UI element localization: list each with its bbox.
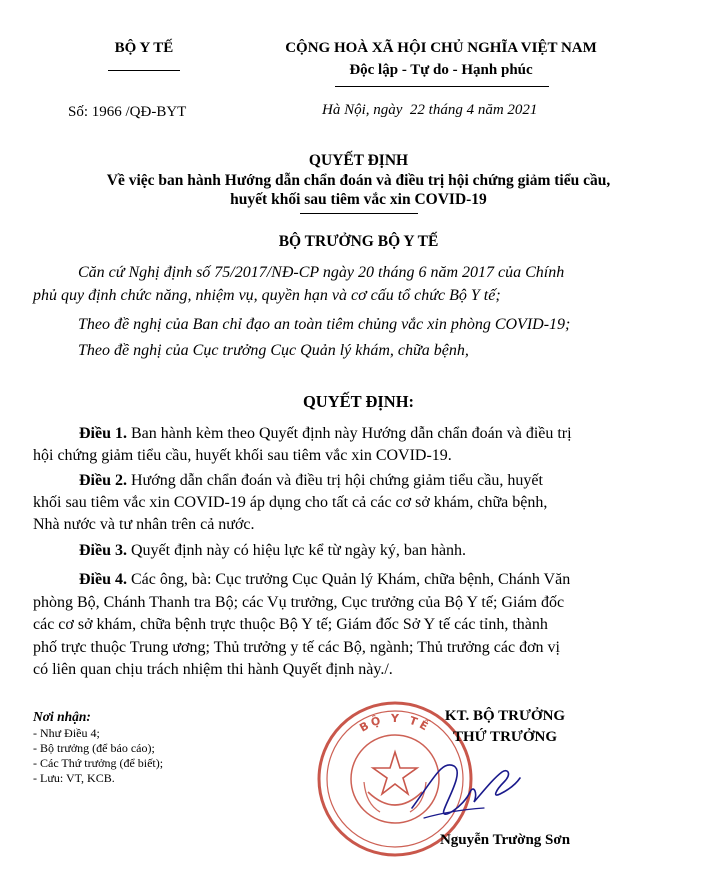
article-1 bbox=[33, 423, 661, 467]
subject-underline bbox=[300, 213, 418, 214]
place-date: Hà Nội, ngày 22 tháng 4 năm 2021 bbox=[322, 102, 538, 118]
article-4 bbox=[33, 569, 661, 682]
recipient-item: - Bộ trưởng (để báo cáo); bbox=[33, 741, 155, 755]
recipient-item: - Các Thứ trưởng (để biết); bbox=[33, 756, 164, 770]
article-3-line-1: Điều 3. Quyết định này có hiệu lực kể từ ngày ký, ban hành. bbox=[79, 542, 467, 559]
article-1-line-1: Điều 1. Ban hành kèm theo Quyết định này Hướng dẫn chẩn đoán và điều trị bbox=[79, 425, 572, 442]
article-2-line-3: Nhà nước và tư nhân trên cả nước. bbox=[33, 516, 255, 533]
article-1-line-2: hội chứng giảm tiểu cầu, huyết khối sau tiêm vắc xin COVID-19. bbox=[33, 447, 452, 464]
signature-title-1: KT. BỘ TRƯỞNG bbox=[444, 708, 566, 724]
article-2 bbox=[33, 470, 661, 536]
country-name: CỘNG HOÀ XÃ HỘI CHỦ NGHĨA VIỆT NAM bbox=[285, 40, 597, 56]
article-4-line-3: các cơ sở khám, chữa bệnh trực thuộc Bộ Y tế; Giám đốc Sở Y tế các tỉnh, thành bbox=[33, 616, 548, 633]
article-4-line-4: phố trực thuộc Trung ương; Thủ trưởng y tế các Bộ, ngành; Thủ trưởng các đơn vị bbox=[33, 638, 560, 656]
article-3 bbox=[33, 540, 661, 562]
article-2-line-2: khối sau tiêm vắc xin COVID-19 áp dụng cho tất cả các cơ sở khám, chữa bệnh, bbox=[33, 494, 548, 511]
article-4-line-5: có liên quan chịu trách nhiệm thi hành Quyết định này./. bbox=[33, 661, 393, 678]
seal-text: BỘ Y TẾ bbox=[357, 711, 433, 735]
signer-name: Nguyễn Trường Sơn bbox=[439, 832, 571, 848]
recipients-block: Nơi nhận: - Như Điều 4; - Bộ trưởng (để báo cáo); - Các Thứ trưởng (để biết); - Lưu: VT, KCB. bbox=[33, 709, 164, 785]
article-4-label: Điều 4. bbox=[79, 571, 127, 588]
article-2-label: Điều 2. bbox=[79, 472, 127, 489]
article-3-label: Điều 3. bbox=[79, 542, 127, 559]
document-subject-line-1: Về việc ban hành Hướng dẫn chẩn đoán và điều trị hội chứng giảm tiểu cầu, bbox=[106, 172, 611, 189]
document-title: QUYẾT ĐỊNH bbox=[308, 152, 409, 169]
agency-name: BỘ Y TẾ bbox=[114, 40, 174, 56]
article-4-line-2: phòng Bộ, Chánh Thanh tra Bộ; các Vụ trưởng, Cục trưởng của Bộ Y tế; Giám đốc bbox=[33, 593, 565, 611]
basis-paragraph-2: Theo đề nghị của Ban chỉ đạo an toàn tiêm chủng vắc xin phòng COVID-19; bbox=[78, 316, 571, 333]
article-1-label: Điều 1. bbox=[79, 425, 127, 442]
issuing-authority: BỘ TRƯỞNG BỘ Y TẾ bbox=[278, 233, 439, 250]
national-motto: Độc lập - Tự do - Hạnh phúc bbox=[349, 62, 533, 78]
basis-paragraph-1-line-2: phủ quy định chức năng, nhiệm vụ, quyền hạn và cơ cấu tổ chức Bộ Y tế; bbox=[33, 287, 501, 304]
document-number: Số: 1966 /QĐ-BYT bbox=[68, 104, 187, 120]
motto-underline bbox=[335, 86, 549, 87]
recipients-heading: Nơi nhận bbox=[33, 709, 87, 724]
document-subject-line-2: huyết khối sau tiêm vắc xin COVID-19 bbox=[230, 191, 487, 208]
handwritten-signature bbox=[404, 748, 524, 838]
signature-title-2: THỨ TRƯỞNG bbox=[452, 729, 558, 745]
decision-heading: QUYẾT ĐỊNH: bbox=[302, 392, 415, 411]
article-2-line-1: Điều 2. Hướng dẫn chẩn đoán và điều trị hội chứng giảm tiểu cầu, huyết bbox=[79, 472, 543, 489]
article-4-line-1: Điều 4. Các ông, bà: Cục trưởng Cục Quản lý Khám, chữa bệnh, Chánh Văn bbox=[79, 571, 571, 588]
basis-paragraph-3: Theo đề nghị của Cục trưởng Cục Quản lý khám, chữa bệnh, bbox=[78, 342, 469, 359]
basis-paragraph-1-line-1: Căn cứ Nghị định số 75/2017/NĐ-CP ngày 20 tháng 6 năm 2017 của Chính bbox=[78, 264, 565, 281]
recipient-item: - Như Điều 4; bbox=[33, 726, 100, 740]
recipient-item: - Lưu: VT, KCB. bbox=[33, 771, 115, 785]
agency-underline bbox=[108, 70, 180, 71]
